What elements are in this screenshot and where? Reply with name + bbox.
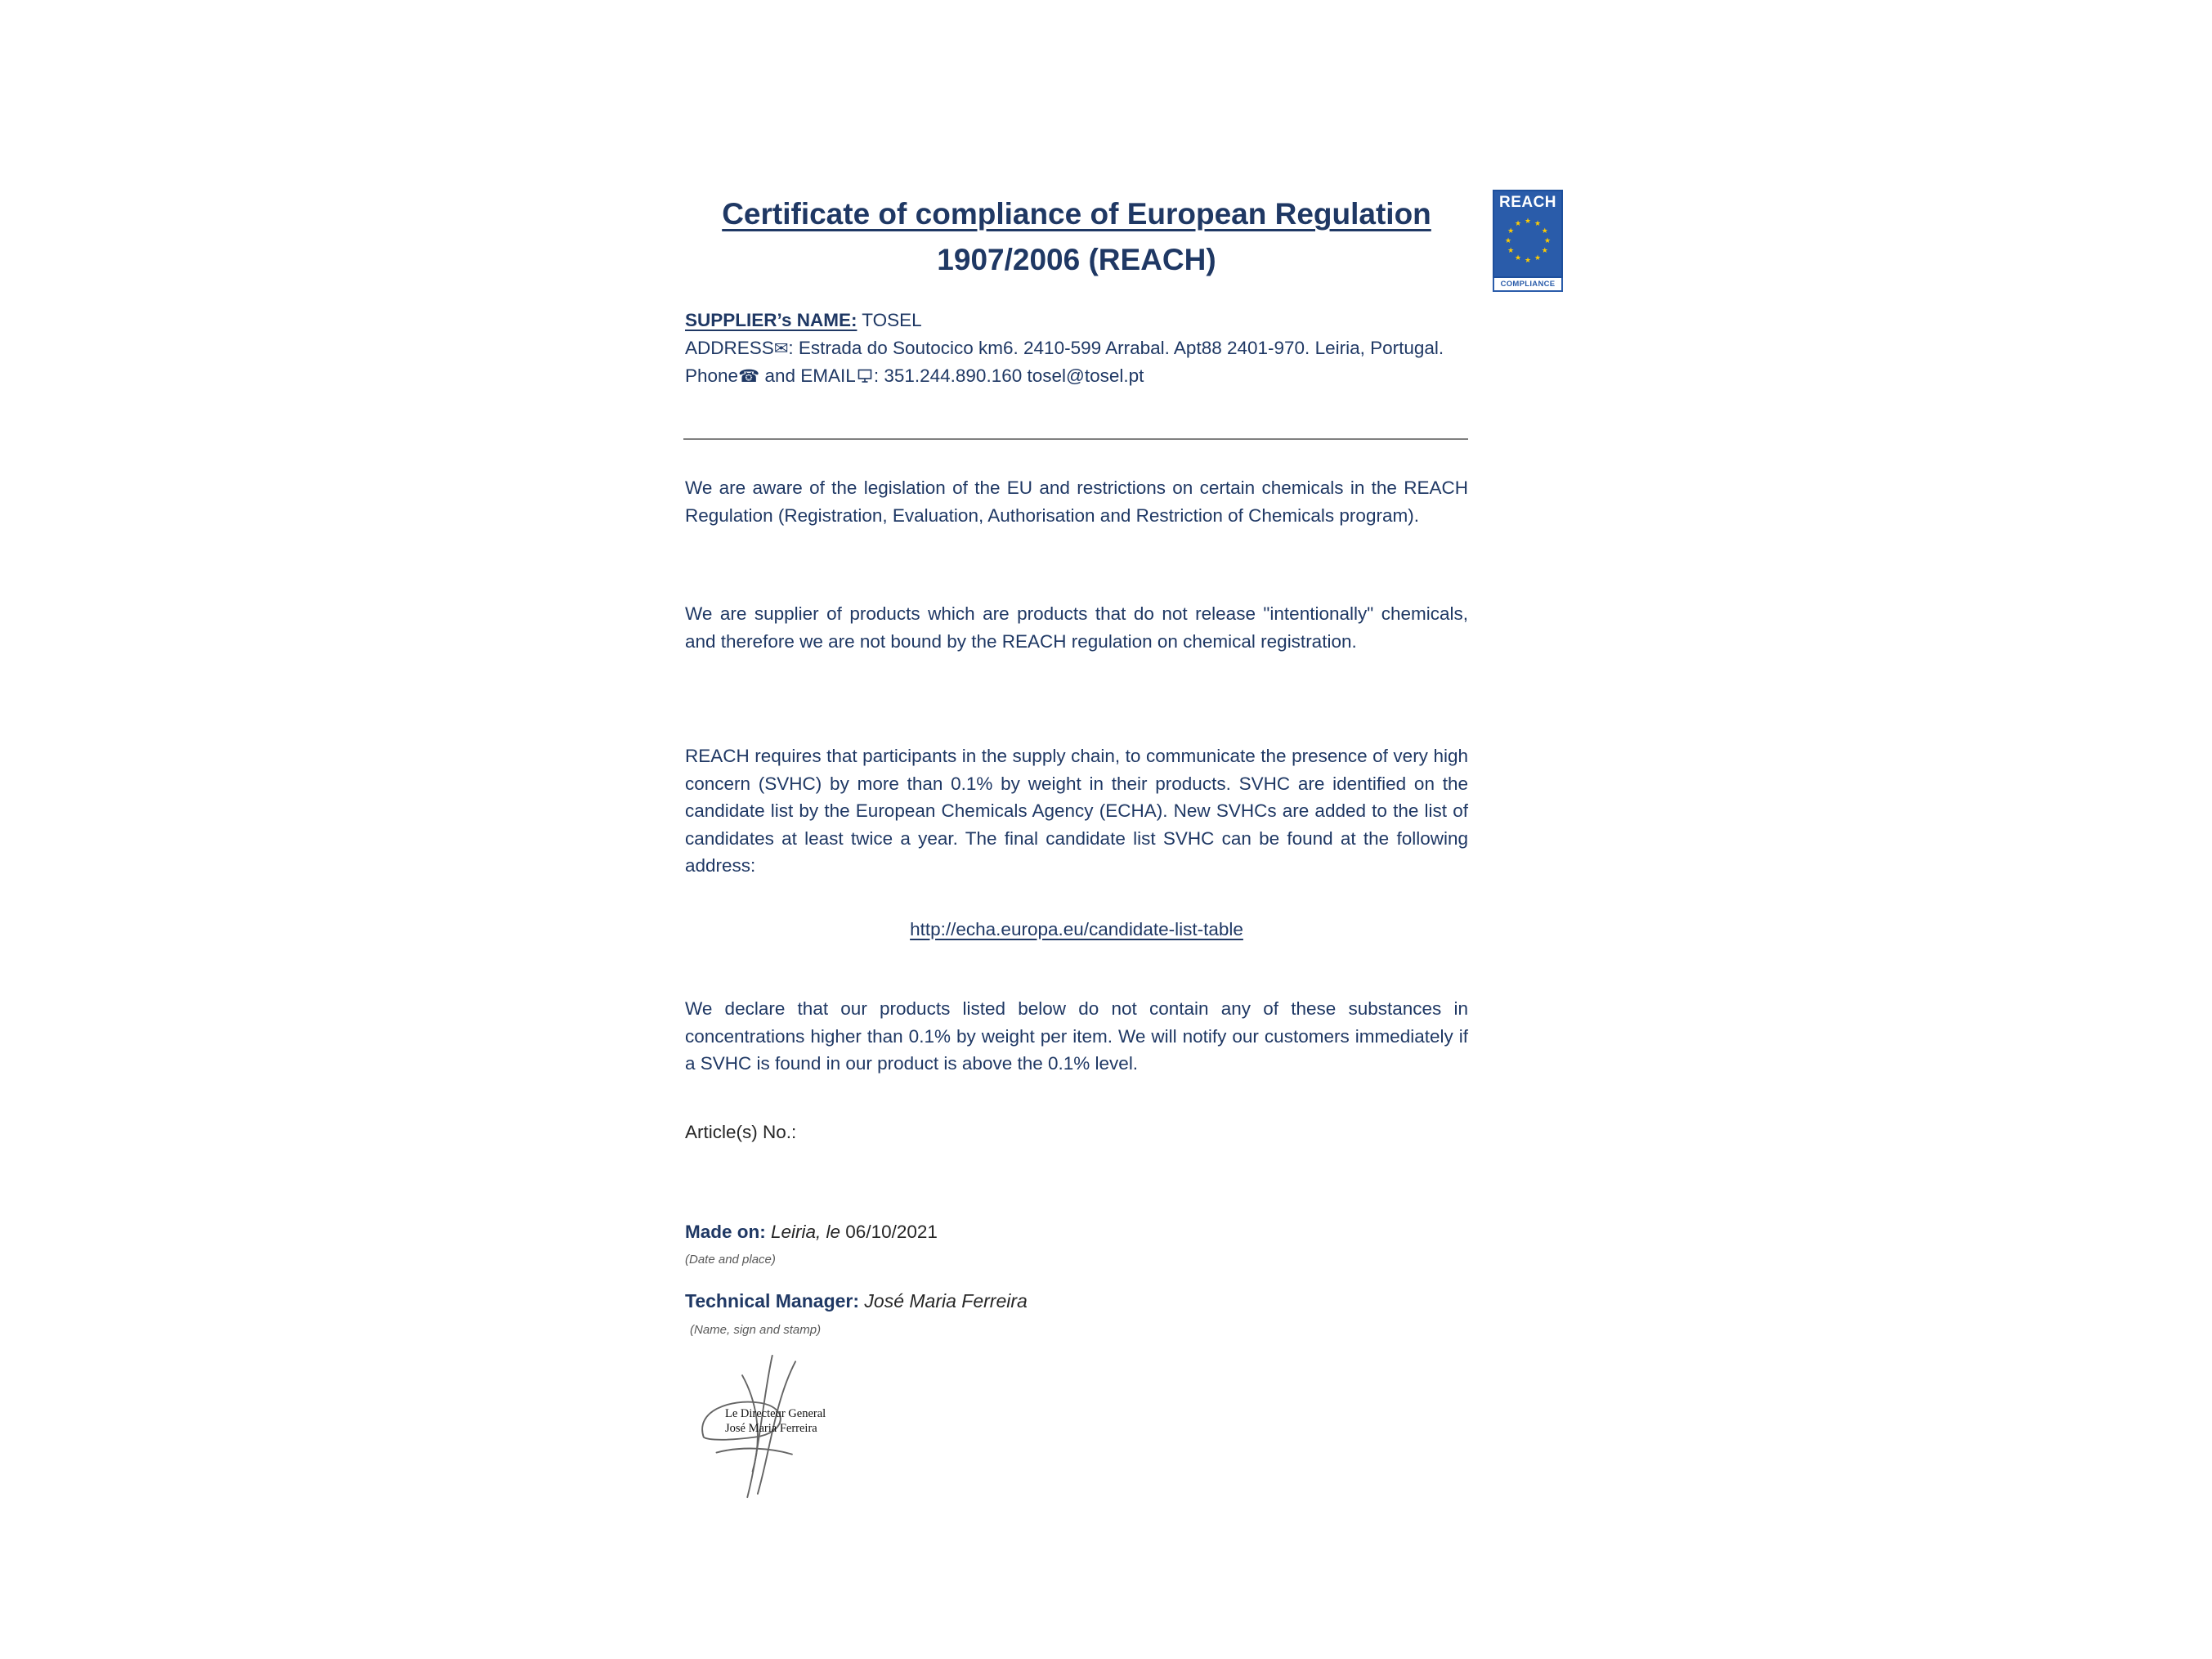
- svg-text:★: ★: [1514, 220, 1522, 229]
- svg-text:★: ★: [1507, 227, 1515, 235]
- paragraph-supplier-status: We are supplier of products which are products that do not release "intentionally" chemicals, and therefore we are not bound by the REACH regulation on chemical registration.: [685, 603, 1468, 652]
- supplier-name-line: [685, 307, 1468, 334]
- technical-manager-name: José Maria Ferreira: [859, 1290, 1028, 1312]
- articles-no-label: Article(s) No.:: [685, 1122, 797, 1142]
- contact-value: : 351.244.890.160 tosel@tosel.pt: [873, 365, 1144, 386]
- supplier-name-label: SUPPLIER’s NAME:: [685, 310, 857, 330]
- compliance-label: COMPLIANCE: [1493, 278, 1563, 292]
- envelope-icon: ✉: [773, 338, 789, 358]
- made-on-line: [685, 1222, 1468, 1243]
- date-place-caption: (Date and place): [685, 1253, 776, 1267]
- made-on-label: Made on:: [685, 1222, 766, 1242]
- svg-text:★: ★: [1507, 247, 1515, 255]
- reach-compliance-logo: [1493, 190, 1563, 292]
- svg-text:★: ★: [1524, 217, 1532, 226]
- divider-line: [683, 438, 1468, 440]
- sign-stamp-caption: (Name, sign and stamp): [690, 1323, 822, 1337]
- email-label: and EMAIL: [759, 365, 856, 386]
- supplier-name-value: TOSEL: [857, 310, 922, 330]
- made-on-place: Leiria, le: [765, 1222, 841, 1242]
- paragraph-eu-legislation: We are aware of the legislation of the EU and restrictions on certain chemicals in the REACH Regulation (Registration, Evaluation, Authorisation and Restriction of Chemicals program).: [685, 478, 1468, 526]
- technical-manager-label: Technical Manager:: [685, 1290, 860, 1312]
- phone-label: Phone: [685, 365, 739, 386]
- technical-manager-line: [685, 1290, 1468, 1312]
- svg-text:★: ★: [1543, 237, 1552, 245]
- svg-text:★: ★: [1541, 247, 1548, 255]
- svg-text:★: ★: [1541, 227, 1548, 235]
- svg-text:★: ★: [1534, 220, 1542, 229]
- document-title: [685, 191, 1468, 283]
- signature-title: Le Directeur General: [725, 1407, 826, 1420]
- supplier-address-line: [685, 334, 1468, 363]
- eu-stars-icon: [1494, 212, 1561, 277]
- supplier-contact-line: [685, 362, 1468, 391]
- reach-logo-box: [1493, 190, 1563, 278]
- computer-icon: [857, 368, 873, 384]
- phone-icon: ☎: [738, 366, 760, 386]
- candidate-list-link-line: [685, 919, 1468, 940]
- svg-text:★: ★: [1514, 253, 1522, 262]
- title-line1: Certificate of compliance of European Regulation: [722, 197, 1431, 231]
- signature-text: [725, 1406, 826, 1436]
- paragraph-declaration: We declare that our products listed below do not contain any of these substances in concentrations higher than 0.1% by weight per item. We will notify our customers immediately if a SVHC is found in our product is above the 0.1% level.: [685, 998, 1468, 1074]
- signature-block: [691, 1351, 862, 1502]
- address-value: : Estrada do Soutocico km6. 2410-599 Arrabal. Apt88 2401-970. Leiria, Portugal.: [788, 337, 1444, 358]
- svg-text:★: ★: [1524, 257, 1532, 265]
- paragraph-svhc-requirements: REACH requires that participants in the supply chain, to communicate the presence of very high concern (SVHC) by more than 0.1% by weight in their products. SVHC are identified on the candidate list by the European Chemicals Agency (ECHA). New SVHCs are added to the list of candidates at least twice a year. The final candidate list SVHC can be found at the following address:: [685, 746, 1468, 876]
- signature-name: José Maria Ferreira: [725, 1422, 817, 1435]
- title-line2: 1907/2006 (REACH): [937, 243, 1216, 276]
- svg-text:★: ★: [1534, 253, 1542, 262]
- svg-text:★: ★: [1504, 237, 1512, 245]
- made-on-date: 06/10/2021: [840, 1222, 938, 1242]
- candidate-list-link[interactable]: http://echa.europa.eu/candidate-list-table: [910, 919, 1243, 939]
- supplier-block: [685, 307, 1468, 391]
- address-label: ADDRESS: [685, 337, 774, 358]
- reach-logo-text: REACH: [1498, 194, 1557, 211]
